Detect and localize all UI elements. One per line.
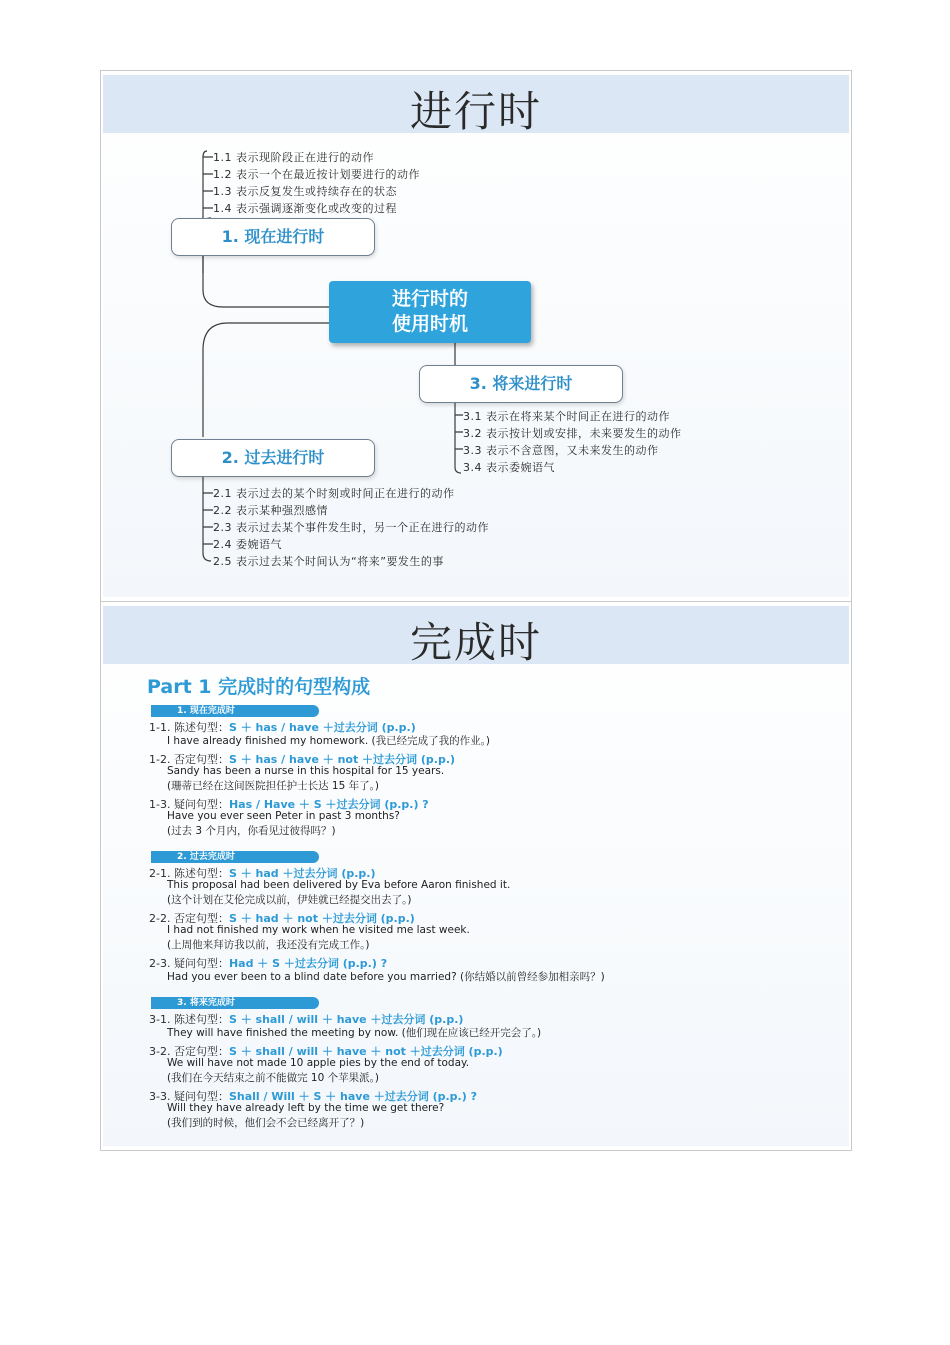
branch2-item: 2.1 表示过去的某个时刻或时间正在进行的动作 <box>213 487 455 500</box>
branch2-item: 2.4 委婉语气 <box>213 538 282 551</box>
slide-title: 进行时 <box>409 87 542 136</box>
branch3-item: 3.1 表示在将来某个时间正在进行的动作 <box>463 410 670 423</box>
section-tag: 3. 将来完成时 <box>151 997 319 1009</box>
branch1-item: 1.3 表示反复发生或持续存在的状态 <box>213 185 397 198</box>
branch2-item: 2.5 表示过去某个时间认为“将来”要发生的事 <box>213 555 444 568</box>
example-line: Sandy has been a nurse in this hospital for 15 years. <box>167 765 445 777</box>
example-translation: (我们到的时候，他们会不会已经离开了？) <box>167 1117 365 1129</box>
branch2-box: 2. 过去进行时 <box>171 439 375 477</box>
pattern-label: 2-3. 疑问句型： <box>149 957 229 970</box>
example-line: Have you ever seen Peter in past 3 months? <box>167 810 400 822</box>
branch2-item: 2.3 表示过去某个事件发生时，另一个正在进行的动作 <box>213 521 489 534</box>
pattern-label: 1-1. 陈述句型： <box>149 721 229 734</box>
section-tag: 1. 现在完成时 <box>151 705 319 717</box>
pattern-label: 2-2. 否定句型： <box>149 912 229 925</box>
example-translation: (上周他来拜访我以前，我还没有完成工作。) <box>167 939 370 951</box>
pattern-label: 1-3. 疑问句型： <box>149 798 229 811</box>
slide-progressive <box>103 75 849 597</box>
branch3-item: 3.4 表示委婉语气 <box>463 461 555 474</box>
branch1-item: 1.4 表示强调逐渐变化或改变的过程 <box>213 202 397 215</box>
example-translation: (这个计划在艾伦完成以前，伊娃就已经提交出去了。) <box>167 894 412 906</box>
part-title: Part 1 完成时的句型构成 <box>147 676 371 698</box>
pattern-label: 3-2. 否定句型： <box>149 1045 229 1058</box>
example-line: This proposal had been delivered by Eva before Aaron finished it. <box>167 879 511 891</box>
center-line-1: 进行时的 <box>391 288 468 310</box>
center-line-2: 使用时机 <box>391 313 468 335</box>
branch1-box: 1. 现在进行时 <box>171 218 375 256</box>
branch3-item: 3.3 表示不含意图，又未来发生的动作 <box>463 444 659 457</box>
pattern-formula: S ＋ had ＋过去分词 (p.p.) <box>228 867 376 880</box>
example-line: I have already finished my homework. (我已经完成了我的作业。) <box>167 735 490 747</box>
pattern-formula: S ＋ has / have ＋ not ＋过去分词 (p.p.) <box>228 753 456 766</box>
branch3-item: 3.2 表示按计划或安排，未来要发生的动作 <box>463 427 682 440</box>
branch3-box: 3. 将来进行时 <box>419 365 623 403</box>
pattern-formula: Has / Have ＋ S ＋过去分词 (p.p.) ? <box>228 798 429 811</box>
example-translation: (过去 3 个月内，你看见过彼得吗？) <box>167 825 336 837</box>
pattern-label: 2-1. 陈述句型： <box>149 867 229 880</box>
example-translation: (我们在今天结束之前不能做完 10 个苹果派。) <box>167 1072 379 1084</box>
pattern-formula: S ＋ shall / will ＋ have ＋过去分词 (p.p.) <box>228 1013 464 1026</box>
pattern-formula: S ＋ shall / will ＋ have ＋ not ＋过去分词 (p.p.) <box>228 1045 503 1058</box>
pattern-label: 3-1. 陈述句型： <box>149 1013 229 1026</box>
branch1-item: 1.2 表示一个在最近按计划要进行的动作 <box>213 168 420 181</box>
slide-perfect-frame <box>100 601 852 1151</box>
example-line: Had you ever been to a blind date before you married? (你结婚以前曾经参加相亲吗？) <box>167 971 605 983</box>
slide-perfect <box>103 606 849 1146</box>
pattern-label: 1-2. 否定句型： <box>149 753 229 766</box>
slide-progressive-frame <box>100 70 852 602</box>
example-line: They will have finished the meeting by now. (他们现在应该已经开完会了。) <box>167 1027 542 1039</box>
pattern-formula: S ＋ has / have ＋过去分词 (p.p.) <box>228 721 416 734</box>
example-line: We will have not made 10 apple pies by the end of today. <box>167 1057 470 1069</box>
pattern-formula: Had ＋ S ＋过去分词 (p.p.) ? <box>228 957 388 970</box>
center-node <box>329 281 531 343</box>
branch1-item: 1.1 表示现阶段正在进行的动作 <box>213 151 374 164</box>
pattern-formula: Shall / Will ＋ S ＋ have ＋过去分词 (p.p.) ? <box>228 1090 477 1103</box>
pattern-label: 3-3. 疑问句型： <box>149 1090 229 1103</box>
slide-title: 完成时 <box>409 618 542 667</box>
section-tag: 2. 过去完成时 <box>151 851 319 863</box>
example-translation: (珊蒂已经在这间医院担任护士长达 15 年了。) <box>167 780 379 792</box>
branch2-item: 2.2 表示某种强烈感情 <box>213 504 328 517</box>
example-line: I had not finished my work when he visited me last week. <box>167 924 470 936</box>
example-line: Will they have already left by the time we get there? <box>167 1102 445 1114</box>
pattern-formula: S ＋ had ＋ not ＋过去分词 (p.p.) <box>228 912 415 925</box>
